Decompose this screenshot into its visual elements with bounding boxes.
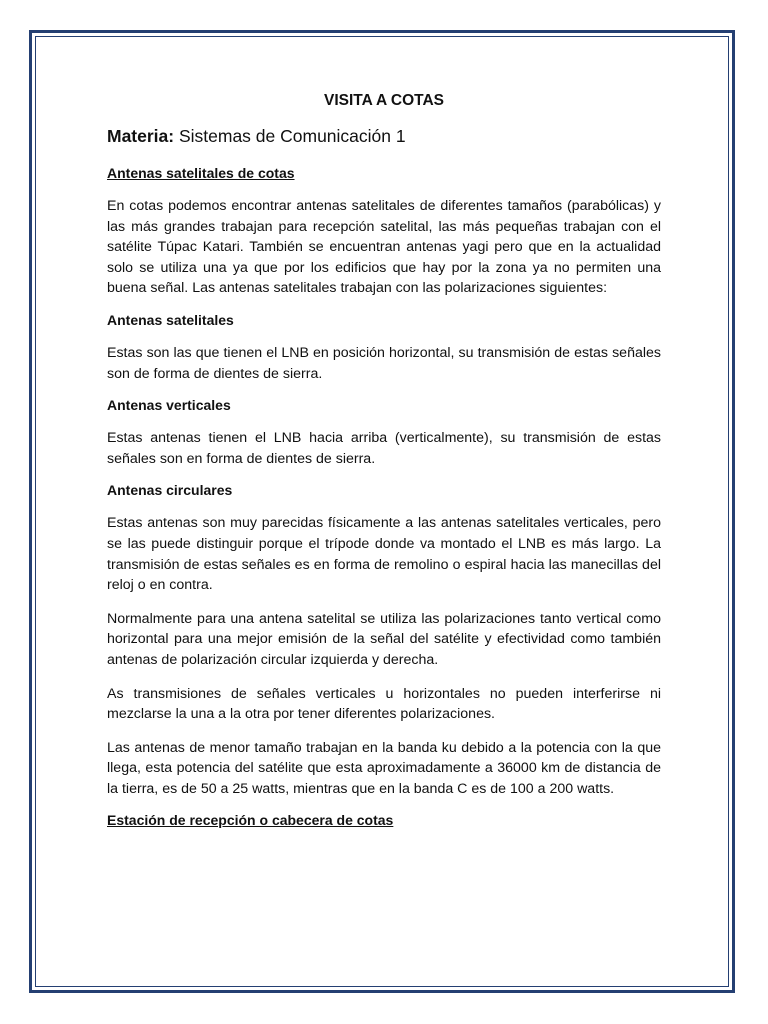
paragraph-verticales: Estas antenas tienen el LNB hacia arriba (verticalmente), su transmisión de estas señales son en forma de dientes de sierra.: [107, 430, 661, 467]
subject-label: Materia:: [107, 126, 175, 146]
paragraph-polarizaciones: Normalmente para una antena satelital se utiliza las polarizaciones tanto vertical como horizontal para una mejor emisión de la señal del satélite y efectividad como también antenas de polarización circular izquierda y derecha.: [107, 610, 661, 668]
subheading-antenas-circulares: Antenas circulares: [107, 482, 233, 499]
section-heading-estacion: Estación de recepción o cabecera de cotas: [107, 812, 394, 829]
document-page: [107, 92, 661, 843]
paragraph-intro: En cotas podemos encontrar antenas satelitales de diferentes tamaños (parabólicas) y las más grandes trabajan para recepción satelital, las más pequeñas trabajan con el satélite Túpac Katari. También se encuentran antenas yagi pero que en la actualidad solo se utiliza una ya que por los edificios que hay por la zona ya no permiten una buena señal. Las antenas satelitales trabajan con las polarizaciones siguientes:: [107, 198, 661, 297]
subheading-antenas-satelitales: Antenas satelitales: [107, 311, 234, 328]
paragraph-circulares: Estas antenas son muy parecidas físicamente a las antenas satelitales verticales, pero se las puede distinguir porque el trípode donde va montado el LNB es más largo. La transmisión de estas señales es en forma de remolino o espiral hacia las manecillas del reloj o en contra.: [107, 515, 661, 594]
subject-line: [107, 126, 661, 147]
paragraph-interferencia: As transmisiones de señales verticales u horizontales no pueden interferirse ni mezclarse la una a la otra por tener diferentes polarizaciones.: [107, 685, 661, 723]
section-heading-antenas-cotas: Antenas satelitales de cotas: [107, 165, 295, 181]
paragraph-satelitales: Estas son las que tienen el LNB en posición horizontal, su transmisión de estas señales son de forma de dientes de sierra.: [107, 344, 661, 382]
paragraph-bandas: Las antenas de menor tamaño trabajan en la banda ku debido a la potencia con la que llega, esta potencia del satélite que esta aproximadamente a 36000 km de distancia de la tierra, es de 50 a 25 watts, mientras que en la banda C es de 100 a 200 watts.: [107, 739, 661, 797]
document-title: VISITA A COTAS: [324, 92, 444, 109]
subheading-antenas-verticales: Antenas verticales: [107, 397, 231, 414]
subject-value: Sistemas de Comunicación 1: [174, 126, 406, 146]
